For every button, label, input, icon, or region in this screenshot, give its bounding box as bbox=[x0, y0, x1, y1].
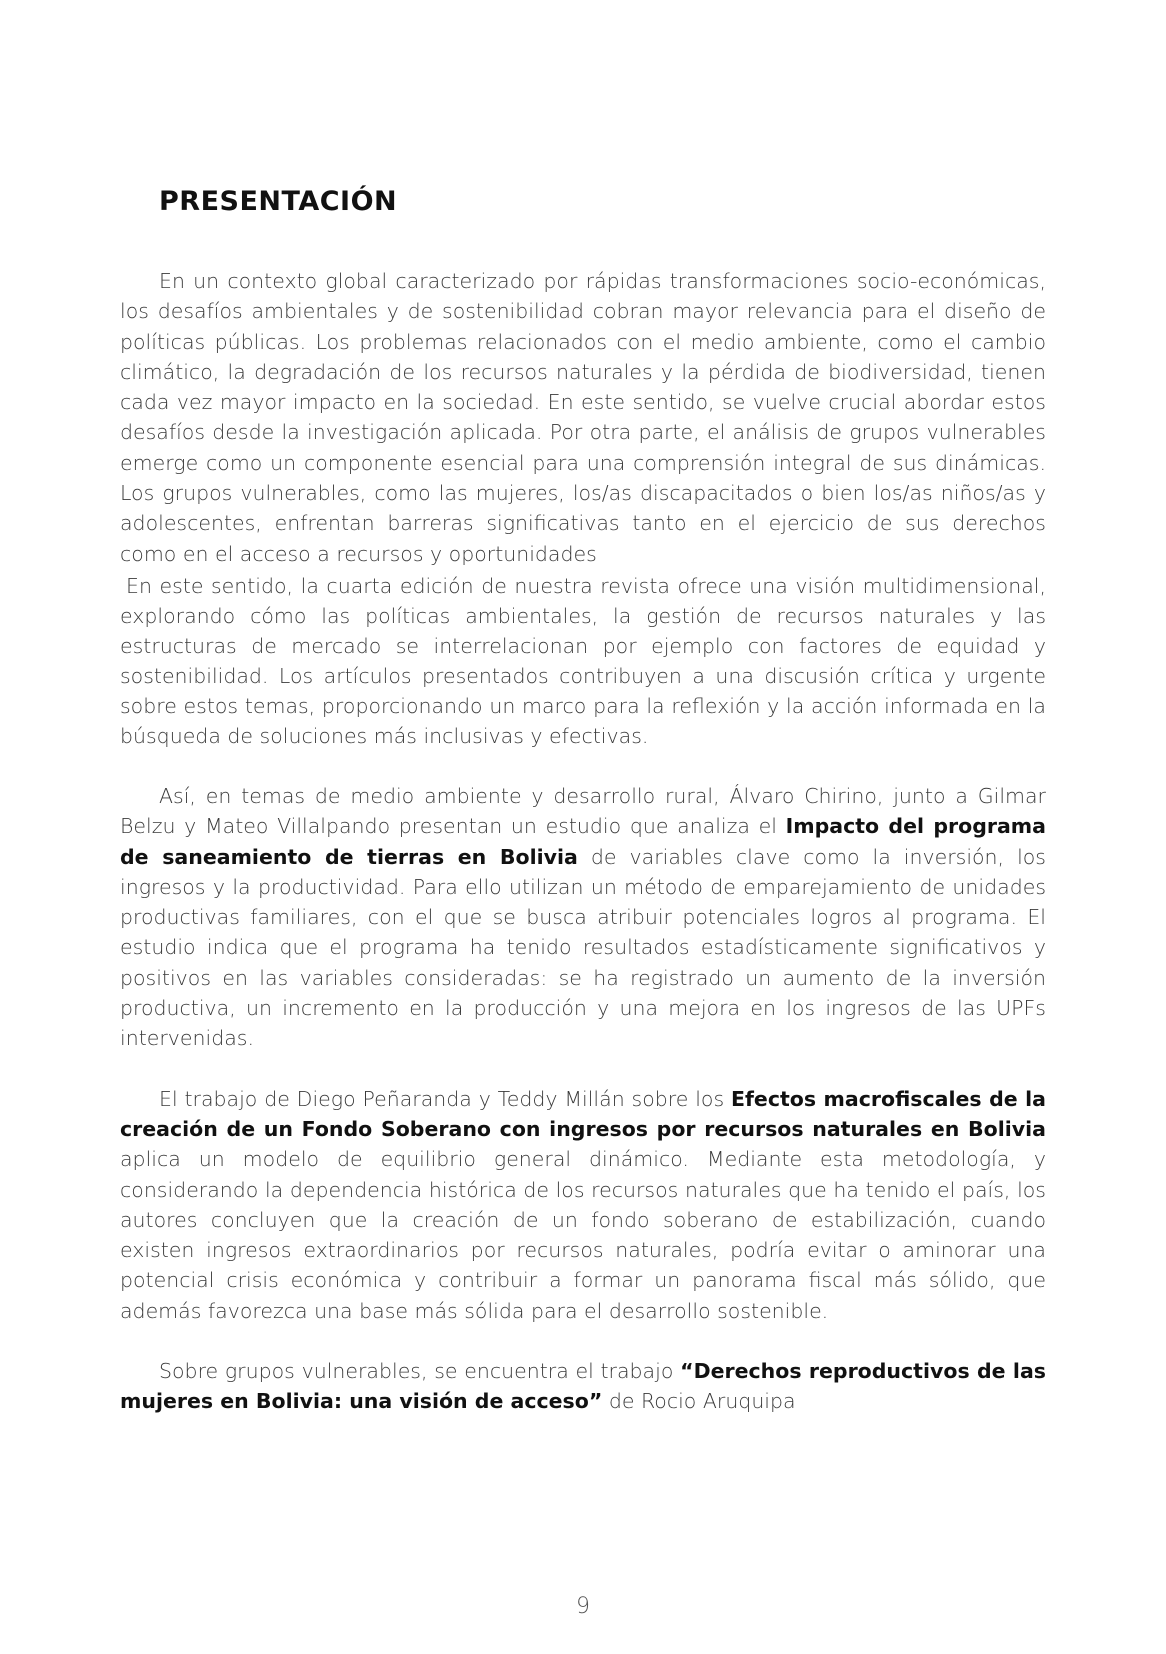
paragraph-text: de Rocio Aruquipa bbox=[602, 1389, 796, 1414]
paragraph-text: Así, en temas de medio ambiente y desarrollo rural, Álvaro Chirino, junto a Gilmar Belzu y Mateo Villalpando presentan un estudio que analiza el bbox=[120, 783, 1046, 839]
paragraph-context: En un contexto global caracterizado por rápidas transformaciones socio-económicas, los desafíos ambientales y de sostenibilidad cobran mayor relevancia para el diseño de políticas públicas. Los problemas relacionados con el medio ambiente, como el cambio climático, la degradación de los recursos naturales y la pérdida de biodiversidad, tienen cada vez mayor impacto en la sociedad. En este sentido, se vuelve crucial abordar estos desafíos desde la investigación aplicada. Por otra parte, el análisis de grupos vulnerables emerge como un componente esencial para una comprensión integral de sus dinámicas. Los grupos vulnerables, como las mujeres, los/as discapacitados o bien los/as niños/as y adolescentes, enfrentan barreras significativas tanto en el ejercicio de sus derechos como en el acceso a recursos y oportunidades bbox=[120, 269, 1046, 566]
paragraph-text: El trabajo de Diego Peñaranda y Teddy Millán sobre los bbox=[159, 1086, 731, 1111]
paragraph-spacer bbox=[120, 1054, 1046, 1084]
page-number: 9 bbox=[576, 1594, 590, 1619]
paragraph-sovereign-fund bbox=[120, 1084, 1046, 1326]
page-title: PRESENTACIÓN bbox=[159, 186, 398, 217]
article-title-land-program: Impacto del programa de saneamiento de tierras en Bolivia bbox=[120, 814, 1047, 869]
paragraph-edition: En este sentido, la cuarta edición de nuestra revista ofrece una visión multidimensional, explorando cómo las políticas ambientales, la gestión de recursos naturales y las estructuras de mercado se interrelacionan por ejemplo con factores de equidad y sostenibilidad. Los artículos presentados contribuyen a una discusión crítica y urgente sobre estos temas, proporcionando un marco para la reflexión y la acción informada en la búsqueda de soluciones más inclusivas y efectivas. bbox=[120, 573, 1046, 748]
paragraph-vulnerable-groups bbox=[120, 1356, 1046, 1417]
paragraph-text: Sobre grupos vulnerables, se encuentra el trabajo bbox=[159, 1359, 681, 1384]
paragraph-spacer bbox=[120, 751, 1046, 781]
document-body bbox=[120, 266, 1046, 1417]
paragraph-spacer bbox=[120, 1326, 1046, 1356]
article-title-reproductive-rights: “Derechos reproductivos de las mujeres en Bolivia: una visión de acceso” bbox=[120, 1359, 1046, 1414]
paragraph-text: aplica un modelo de equilibrio general dinámico. Mediante esta metodología, y considerando la dependencia histórica de los recursos naturales que ha tenido el país, los autores concluyen que la creación de un fondo soberano de estabilización, cuando existen ingresos extraordinarios por recursos naturales, podría evitar o aminorar una potencial crisis económica y contribuir a formar un panorama fiscal más sólido, que además favorezca una base más sólida para el desarrollo sostenible. bbox=[120, 1147, 1046, 1323]
article-title-sovereign-fund: Efectos macrofiscales de la creación de un Fondo Soberano con ingresos por recursos naturales en Bolivia bbox=[120, 1086, 1046, 1141]
paragraph-land-program bbox=[120, 781, 1046, 1054]
paragraph-text: de variables clave como la inversión, los ingresos y la productividad. Para ello utilizan un método de emparejamiento de unidades productivas familiares, con el que se busca atribuir potenciales logros al programa. El estudio indica que el programa ha tenido resultados estadísticamente significativos y positivos en las variables consideradas: se ha registrado un aumento de la inversión productiva, un incremento en la producción y una mejora en los ingresos de las UPFs intervenidas. bbox=[120, 844, 1046, 1051]
